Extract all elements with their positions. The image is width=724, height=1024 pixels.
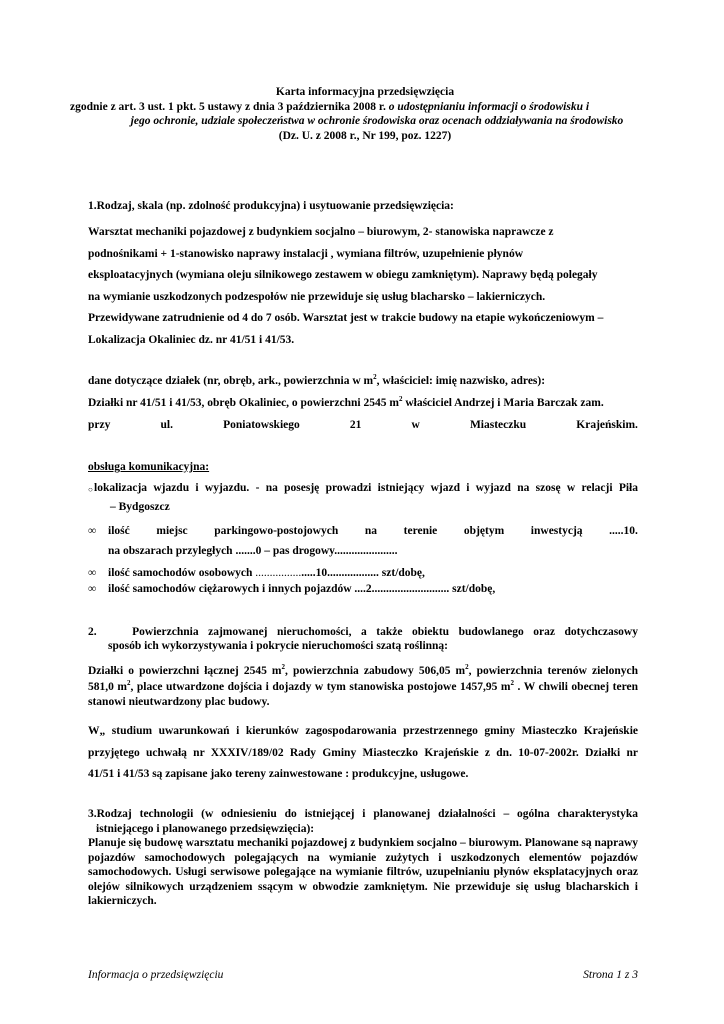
plots-data-line: Działki nr 41/51 i 41/53, obręb Okaliniec, o powierzchni 2545 $m^2$ właściciel Andrzej i Maria Barczak zam.: [88, 395, 604, 409]
section2-paragraph: Działki o powierzchni łącznej 2545 $m^2$, powierzchnia zabudowy 506,05 $m^2$, powierzchnia terenów zielonych 581,0 $m^2$, place utwardzone dojścia i dojazdy w tym stanowiska postojowe 1457,95 $m^2$ . W chwili obecnej teren stanowi nieutwardzony plac budowy.: [88, 663, 638, 708]
document-header: [70, 85, 660, 143]
footer-document-name: Informacja o przedsięwzięciu: [88, 969, 224, 981]
list-item: ∞ ilość miejsc parkingowo-postojowych na terenie objętym inwestycją .....10. na obszarach przyległych .......0 – pas drogowy......................: [88, 525, 638, 557]
infinity-bullet-icon: ∞: [88, 583, 97, 595]
legal-basis-text: zgodnie z art. 3 ust. 1 pkt. 5 ustawy z dnia 3 października 2008 r.: [70, 100, 386, 113]
infinity-bullet-icon: ∞: [88, 525, 97, 537]
owner-address-line: przy ul. Poniatowskiego 21 w Miasteczku Krajeńskim.: [88, 419, 638, 431]
section1-description: [88, 222, 638, 351]
section1-line: na wymianie uszkodzonych podzespołów nie przewiduje się usług blacharsko – lakierniczych.: [88, 290, 546, 303]
act-title-part2: jego ochronie, udziale społeczeństwa w ochronie środowiska oraz ocenach oddziaływania na środowisko: [130, 115, 624, 127]
act-title-part1: o udostępnianiu informacji o środowisku i: [388, 100, 590, 113]
section2-number: 2.: [88, 626, 97, 638]
communication-heading: obsługa komunikacyjna:: [88, 461, 210, 473]
document-title: Karta informacyjna przedsięwzięcia: [275, 86, 455, 98]
list-item: ∞ ilość samochodów ciężarowych i innych pojazdów ....2........................... szt/dobę,: [88, 583, 496, 595]
page-number: Strona 1 z 3: [583, 969, 638, 981]
list-item: ∞ ilość samochodów osobowych .....................10.................. szt/dobę,: [88, 567, 425, 579]
section3-heading: 3.Rodzaj technologii (w odniesieniu do istniejącej i planowanej działalności – ogólna charakterystyka istniejącego i planowanego przedsięwzięcia):: [88, 808, 638, 835]
legal-basis-line: [70, 100, 660, 115]
journal-reference: (Dz. U. z 2008 r., Nr 199, poz. 1227): [278, 129, 452, 142]
section1-line: eksploatacyjnych (wymiana oleju silnikowego zestawem w obiegu zamkniętym). Naprawy będą polegały: [88, 269, 598, 281]
section2-study-paragraph: W„ studium uwarunkowań i kierunków zagospodarowania przestrzennego gminy Miasteczko Krajeńskie przyjętego uchwałą nr XXXIV/189/02 Rady Gminy Miasteczko Krajeńskie z dn. 10-07-2002r. Działki nr 41/51 i 41/53 są zapisane jako tereny zainwestowane : produkcyjne, usługowe.: [88, 725, 638, 780]
page-footer: [88, 969, 638, 981]
infinity-bullet-icon: ∞: [88, 567, 97, 579]
section1-line: podnośnikami + 1-stanowisko naprawy instalacji , wymiana filtrów, uzupełnienie płynów: [88, 247, 523, 260]
list-item: ○ lokalizacja wjazdu i wyjazdu. - na posesję prowadzi istniejący wjazd i wyjazd na szosę w relacji Piła – Bydgoszcz: [88, 482, 638, 513]
section1-line: Przewidywane zatrudnienie od 4 do 7 osób. Warsztat jest w trakcie budowy na etapie wykończeniowym –: [88, 312, 604, 324]
section1-line: Warsztat mechaniki pojazdowej z budynkiem socjalno – biurowym, 2- stanowiska naprawcze z: [88, 226, 554, 238]
plots-data-label: dane dotyczące działek (nr, obręb, ark., powierzchnia w $m^2$, właściciel: imię nazwisko, adres):: [88, 373, 546, 387]
section1-heading: 1.Rodzaj, skala (np. zdolność produkcyjna) i usytuowanie przedsięwzięcia:: [88, 200, 454, 212]
circle-bullet-icon: ○: [88, 485, 93, 494]
section1-line: Lokalizacja Okaliniec dz. nr 41/51 i 41/53.: [88, 333, 295, 346]
section3-paragraph: Planuje się budowę warsztatu mechaniki pojazdowej z budynkiem socjalno – biurowym. Planowane są naprawy pojazdów samochodowych polegających na wymianie zużytych i uszkodzonych elementów pojazdów samochodowych. Usługi serwisowe polegające na wymianie filtrów, uzupełnianiu płynów eksplatacyjnych oraz olejów silnikowych urządzeniem ssącym w obwodzie zamkniętym. Nie przewiduje się usług blacharskich i lakierniczych.: [88, 837, 638, 907]
section2-heading: 2. Powierzchnia zajmowanej nieruchomości, a także obiektu budowlanego oraz dotychczasowy sposób ich wykorzystywania i pokrycie nieruchomości szatą roślinną:: [88, 626, 638, 652]
